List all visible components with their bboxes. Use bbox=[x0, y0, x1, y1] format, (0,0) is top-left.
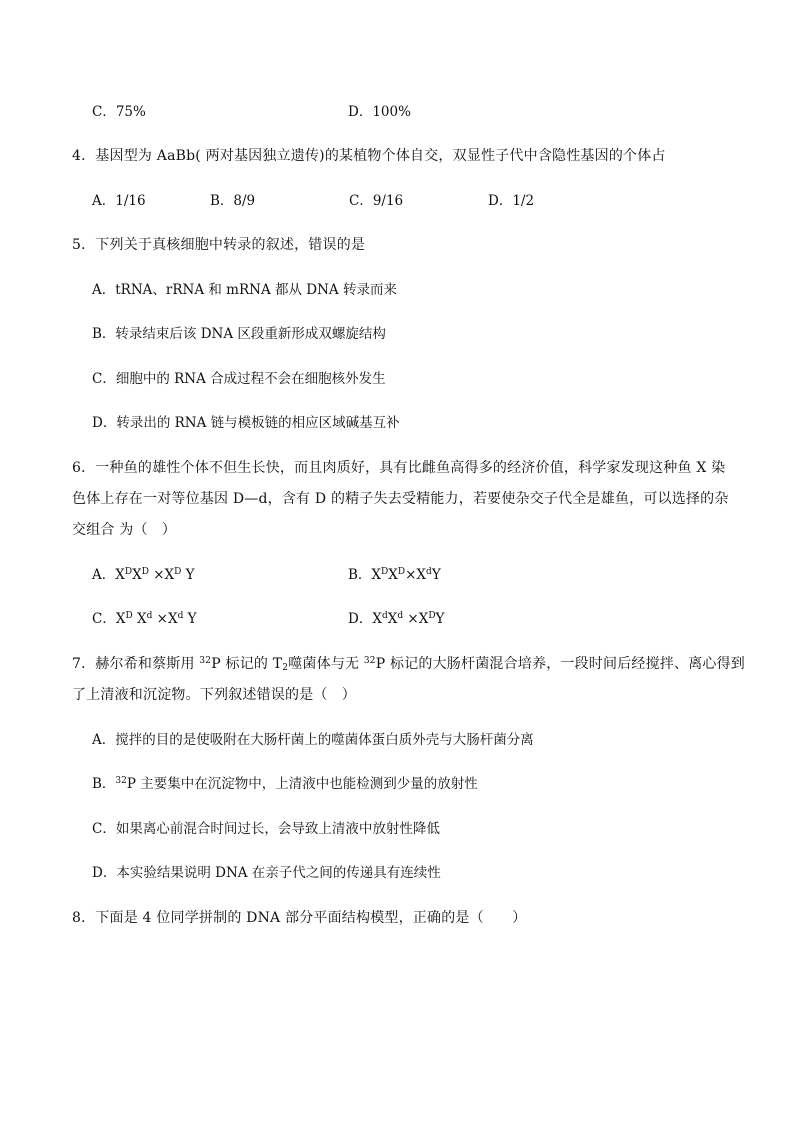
q4-option-c: C．9/16 bbox=[349, 193, 404, 209]
q6-stem-line-1: 6．一种鱼的雄性个体不但生长快，而且肉质好，具有比雌鱼高得多的经济价值，科学家发现这种鱼 X 染 bbox=[72, 460, 726, 476]
q5-option-c: C．细胞中的 RNA 合成过程不会在细胞核外发生 bbox=[92, 371, 386, 387]
q4-option-b: B．8/9 bbox=[210, 193, 256, 209]
q7-option-b: B．$^{32}$P 主要集中在沉淀物中，上清液中也能检测到少量的放射性 bbox=[92, 776, 478, 792]
q5-option-b: B．转录结束后该 DNA 区段重新形成双螺旋结构 bbox=[92, 326, 386, 342]
q4-option-d: D．1/2 bbox=[488, 193, 535, 209]
q7-stem-line-2: 了上清液和沉淀物。下列叙述错误的是（ ） bbox=[72, 687, 356, 703]
q4-option-a: A．1/16 bbox=[92, 193, 146, 209]
q6-option-d: D．$X^dX^d \times X^DY$ bbox=[348, 611, 445, 627]
q4-stem: 4．基因型为 AaBb( 两对基因独立遗传)的某植物个体自交，双显性子代中含隐性基因的个体占 bbox=[72, 148, 666, 164]
q7-option-a: A．搅拌的目的是使吸附在大肠杆菌上的噬菌体蛋白质外壳与大肠杆菌分离 bbox=[92, 732, 534, 748]
q6-option-c: C．$X^D$ $X^d \times X^d$ Y bbox=[92, 611, 197, 627]
q3-option-c: C．75% bbox=[92, 104, 146, 120]
q6-stem-line-2: 色体上存在一对等位基因 D—d，含有 D 的精子失去受精能力，若要使杂交子代全是雄鱼，可以选择的杂 bbox=[72, 491, 729, 507]
q5-option-d: D．转录出的 RNA 链与模板链的相应区域碱基互补 bbox=[92, 415, 400, 431]
q6-option-a: A．$X^DX^D \times X^D$ Y bbox=[92, 567, 195, 583]
q5-stem: 5．下列关于真核细胞中转录的叙述，错误的是 bbox=[72, 237, 366, 253]
q6-option-b: B．$X^DX^D\times X^dY$ bbox=[348, 567, 441, 583]
q7-option-c: C．如果离心前混合时间过长，会导致上清液中放射性降低 bbox=[92, 821, 440, 837]
q3-option-d: D．100% bbox=[348, 104, 411, 120]
q8-stem: 8．下面是 4 位同学拼制的 DNA 部分平面结构模型，正确的是（ ） bbox=[72, 910, 527, 926]
q7-stem-line-1: 7．赫尔希和蔡斯用 $^{32}$P 标记的 $T_2$噬菌体与无 $^{32}$P 标记的大肠杆菌混合培养，一段时间后经搅拌、离心得到 bbox=[72, 656, 746, 673]
q5-option-a: A．tRNA、rRNA 和 mRNA 都从 DNA 转录而来 bbox=[92, 282, 397, 298]
q6-stem-line-3: 交组合 为（ ） bbox=[72, 522, 177, 538]
q7-option-d: D．本实验结果说明 DNA 在亲子代之间的传递具有连续性 bbox=[92, 865, 441, 881]
